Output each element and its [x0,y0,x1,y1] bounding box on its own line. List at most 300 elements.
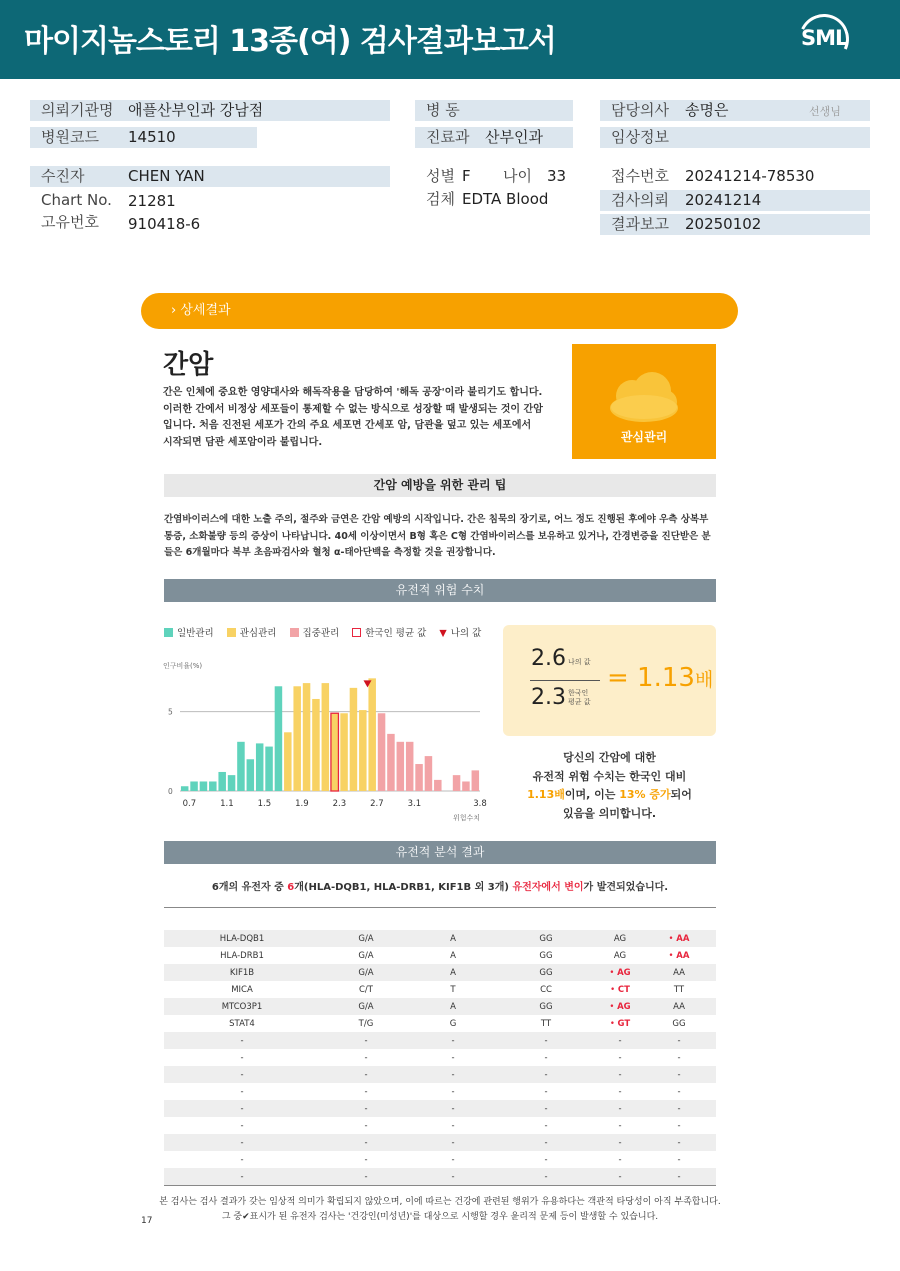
cell-text: TT [673,984,685,995]
dept-value: 산부인과 [485,128,543,146]
table-row [164,1151,716,1168]
report-value: 20250102 [685,215,762,233]
table-row [164,1117,716,1134]
cell-text: - [240,1086,244,1097]
histogram-bar [340,713,348,791]
ratio-unit: 배 [694,669,714,691]
dept-label: 진료과 [426,128,470,146]
specimen-value: EDTA Blood [462,190,549,208]
avg-value: 2.3 [531,685,566,710]
table-row [164,947,716,964]
cell-text: - [451,1137,455,1148]
uid-label: 고유번호 [41,213,99,231]
cell-g2 [598,1049,642,1066]
cell-geno [320,1015,412,1032]
cell-geno [320,1032,412,1049]
report-title: 마이지놈스토리 13종(여) 검사결과보고서 [24,24,556,59]
cell-g2 [598,930,642,947]
legend-swatch-normal [164,628,173,637]
cell-text: - [544,1086,548,1097]
footer-line-1: 본 검사는 검사 결과가 갖는 임상적 의미가 확립되지 않았으며, 이에 따르는 건강에 관련된 행위가 유용하다는 객관적 타당성이 아직 부족합니다. [159,1197,721,1207]
cell-text: - [677,1086,681,1097]
cell-text: AA [673,967,685,978]
cell-g3 [642,1083,716,1100]
table-row [164,1015,716,1032]
histogram-bar [397,742,405,791]
sml-logo [795,12,855,66]
cell-text: - [544,1171,548,1182]
uid-value: 910418-6 [128,215,201,233]
desc-line-3 [503,786,716,805]
cell-text: - [240,1069,244,1080]
x-axis-label: 위험수치 [452,814,480,822]
ratio-box [503,625,716,736]
cell-gene [164,1100,320,1117]
cell-text: - [677,1137,681,1148]
table-row [164,981,716,998]
desc-end: 되어 [670,788,692,801]
receipt-value: 20241214-78530 [685,167,815,185]
cell-text: - [364,1120,368,1131]
cell-text: - [240,1171,244,1182]
analysis-summary [164,878,716,893]
cell-text: - [451,1069,455,1080]
cell-text: - [544,1137,548,1148]
desc-increase: 13% 증가 [619,788,671,801]
cell-text: GT [617,1018,631,1029]
cell-text: - [240,1103,244,1114]
cell-g1 [494,1117,598,1134]
cell-risk [412,1066,494,1083]
disease-title: 간암 [163,350,214,380]
variant-dot-icon: • [609,967,618,978]
cell-gene [164,1015,320,1032]
cell-g3 [642,1066,716,1083]
request-value: 20241214 [685,191,762,209]
x-tick-label: 1.5 [257,799,272,809]
report-label: 결과보고 [611,215,669,233]
cell-text: GG [539,967,553,978]
cell-text: - [364,1052,368,1063]
page-number: 17 [141,1216,153,1226]
cell-text: CT [617,984,630,995]
cell-text: - [544,1035,548,1046]
cell-risk [412,998,494,1015]
patient-row [30,166,390,187]
cell-gene [164,998,320,1015]
cell-text: - [240,1035,244,1046]
cell-text: G [449,1018,457,1029]
cell-text: AG [613,933,627,944]
histogram-bar [312,699,320,791]
cell-g1 [494,930,598,947]
histogram-bar [425,756,433,791]
disease-intro: 간은 인체에 중요한 영양대사와 해독작용을 담당하여 '해독 공장'이라 불리기도 합니다. 이러한 간에서 비정상 세포들이 통제할 수 없는 방식으로 성장할 때 발생되는 것이 간암입니다. 처음 진전된 세포가 간의 주요 세포면 간세포 암, 담관을 덮고 있는 세포에서 시작되면 담관 세포암이라 불립니다. [163,387,543,448]
legend-normal [164,625,214,639]
my-value: 2.6 [531,646,566,671]
cell-text: AA [676,933,690,944]
cell-g3 [642,1168,716,1185]
cell-g3 [642,964,716,981]
cell-text: - [364,1086,368,1097]
cell-geno [320,964,412,981]
cell-text: - [364,1137,368,1148]
risk-histogram [160,650,500,825]
cell-gene [164,964,320,981]
legend-normal-label: 일반관리 [177,628,214,639]
cell-text: A [450,967,456,978]
cell-text: - [544,1103,548,1114]
cell-text: - [544,1069,548,1080]
y-axis-label: 인구비율(%) [163,662,203,670]
cell-text: - [451,1103,455,1114]
histogram-bar [331,713,339,791]
age-label: 나이 [503,167,532,185]
cell-gene [164,930,320,947]
cell-text: - [677,1171,681,1182]
cell-text: - [451,1154,455,1165]
histogram-bar [453,775,461,791]
cell-gene [164,1151,320,1168]
cell-g3 [642,1151,716,1168]
cell-g3 [642,947,716,964]
desc-line-2: 유전적 위험 수치는 한국인 대비 [532,769,687,783]
avg-label-1: 한국인 [568,689,589,697]
cell-text: - [451,1171,455,1182]
table-row [164,998,716,1015]
cell-text: - [618,1035,622,1046]
histogram-bar [200,781,208,791]
cell-g2 [598,1032,642,1049]
ratio-value [607,663,713,693]
histogram-bar [387,734,395,791]
cell-text: - [618,1154,622,1165]
detail-results-label: 상세결과 [180,303,231,318]
cell-text: - [677,1035,681,1046]
cell-text: HLA-DRB1 [220,950,264,961]
cell-risk [412,1151,494,1168]
table-row [164,1168,716,1185]
status-label: 관심관리 [620,430,668,444]
cell-g1 [494,1100,598,1117]
tips-title: 간암 예방을 위한 관리 팁 [164,474,716,497]
cell-text: - [677,1154,681,1165]
cell-text: - [240,1137,244,1148]
cell-risk [412,1168,494,1185]
cell-g2 [598,1168,642,1185]
summary-c: 개(HLA-DQB1, HLA-DRB1, KIF1B 외 3개) [294,882,513,893]
hospital-code-label: 병원코드 [41,128,99,146]
cell-g2 [598,981,642,998]
cell-g1 [494,1168,598,1185]
cell-geno [320,930,412,947]
detail-results-bar [141,293,738,329]
desc-line-1: 당신의 간암에 대한 [563,751,656,764]
summary-a: 6개의 유전자 중 [211,882,288,893]
legend-interest [227,625,277,639]
cell-g1 [494,1015,598,1032]
clinical-label: 임상정보 [611,128,669,146]
doctor-value: 송명은 [685,101,729,119]
histogram-bar [209,781,217,791]
cell-g2 [598,998,642,1015]
gene-table [164,930,716,1185]
cell-text: - [618,1171,622,1182]
cell-text: G/A [358,933,374,944]
cell-text: GG [539,1001,553,1012]
cell-gene [164,1066,320,1083]
cell-g3 [642,998,716,1015]
fraction-line [530,680,600,681]
cell-text: - [618,1086,622,1097]
receipt-label: 접수번호 [611,167,669,185]
cell-text: GG [539,950,553,961]
institution-value: 애플산부인과 강남점 [128,101,264,119]
cell-text: - [240,1120,244,1131]
cell-text: CC [540,984,552,995]
cell-text: - [677,1069,681,1080]
hospital-code-value: 14510 [128,128,176,146]
chart-value: 21281 [128,192,176,210]
x-tick-label: 0.7 [182,799,197,809]
cell-geno [320,947,412,964]
cell-text: GG [539,933,553,944]
cell-g1 [494,1049,598,1066]
cell-text: - [677,1120,681,1131]
histogram-bar [190,781,198,791]
histogram-bar [303,683,311,791]
request-label: 검사의뢰 [611,191,669,209]
cell-text: AG [617,1001,631,1012]
cell-text: - [364,1035,368,1046]
cell-text: AA [676,950,690,961]
histogram-bar [265,747,273,791]
histogram-bar [237,742,245,791]
table-row [164,930,716,947]
cell-geno [320,1066,412,1083]
table-top-rule [164,907,716,908]
cell-risk [412,1117,494,1134]
cell-g3 [642,1032,716,1049]
y-tick-label: 0 [168,787,173,796]
cell-text: HLA-DQB1 [219,933,265,944]
cell-g2 [598,1083,642,1100]
cloud-icon [572,358,716,438]
desc-line-4: 있음을 의미합니다. [562,806,656,820]
doctor-suffix: 선생님 [809,105,841,118]
legend-my-label: 나의 값 [450,628,482,639]
histogram-bar [359,710,367,791]
cell-text: - [618,1069,622,1080]
cell-gene [164,1134,320,1151]
cell-g2 [598,947,642,964]
cell-g1 [494,964,598,981]
cell-geno [320,1083,412,1100]
legend-avg [352,625,426,639]
table-row [164,1032,716,1049]
cell-risk [412,947,494,964]
cell-text: - [364,1069,368,1080]
variant-dot-icon: • [668,950,677,961]
institution-label: 의뢰기관명 [41,101,114,119]
desc-mid: 이며, 이는 [564,788,620,801]
legend-swatch-avg [352,628,361,637]
table-row [164,1134,716,1151]
legend-interest-label: 관심관리 [239,628,277,639]
table-row [164,964,716,981]
cell-text: - [240,1052,244,1063]
risk-description [503,749,716,823]
chart-label: Chart No. [41,191,112,209]
analysis-title: 유전적 분석 결과 [164,841,716,864]
histogram-bar [256,743,264,791]
cell-text: - [618,1137,622,1148]
specimen-label: 검체 [426,190,455,208]
cell-text: - [544,1154,548,1165]
cell-risk [412,1015,494,1032]
patient-label: 수진자 [41,167,85,185]
cell-text: G/A [358,950,374,961]
histogram-bar [368,678,376,791]
cell-g3 [642,1049,716,1066]
legend-intensive-label: 집중관리 [302,628,340,639]
cell-text: - [451,1035,455,1046]
cell-risk [412,981,494,998]
cell-risk [412,1032,494,1049]
patient-value: CHEN YAN [128,167,205,185]
cell-g3 [642,930,716,947]
legend-swatch-intensive [290,628,299,637]
cell-gene [164,1168,320,1185]
histogram-bar [462,781,470,791]
cell-geno [320,1049,412,1066]
cell-g2 [598,1100,642,1117]
histogram-bar [472,770,480,791]
cell-gene [164,1117,320,1134]
logo-text: SML [801,26,848,50]
cell-text: KIF1B [229,967,255,978]
cell-g3 [642,1134,716,1151]
histogram-bar [228,775,236,791]
x-tick-label: 2.3 [332,799,347,809]
cell-text: - [618,1052,622,1063]
table-row [164,1083,716,1100]
cell-text: MICA [231,984,253,995]
desc-ratio: 1.13배 [527,788,565,801]
cell-risk [412,964,494,981]
cell-text: A [450,950,456,961]
cell-g1 [494,1032,598,1049]
cell-text: STAT4 [229,1018,255,1029]
cell-gene [164,1032,320,1049]
cell-text: - [451,1120,455,1131]
cell-risk [412,1134,494,1151]
chart-legend [164,625,491,639]
table-row [164,1066,716,1083]
histogram-bar [322,683,330,791]
cell-gene [164,1049,320,1066]
cell-geno [320,1100,412,1117]
cell-geno [320,1168,412,1185]
cell-g2 [598,1066,642,1083]
table-bottom-rule [164,1185,716,1186]
cell-text: G/A [358,1001,374,1012]
cell-risk [412,1049,494,1066]
clinical-row [600,127,870,148]
my-value-label: 나의 값 [568,658,591,666]
cell-gene [164,981,320,998]
histogram-bar [378,713,386,791]
ward-row [415,100,573,121]
cell-text: AA [673,1001,685,1012]
y-tick-label: 5 [168,707,173,717]
histogram-bar [218,772,226,791]
cell-g3 [642,981,716,998]
sex-label: 성별 [426,167,455,185]
risk-title: 유전적 위험 수치 [164,579,716,602]
summary-e: 가 발견되었습니다. [583,882,669,893]
cell-geno [320,998,412,1015]
histogram-bar [181,786,189,791]
cell-text: AG [613,950,627,961]
cell-text: AG [617,967,631,978]
summary-count: 6 [287,882,295,893]
x-tick-label: 2.7 [370,799,384,809]
cell-g2 [598,964,642,981]
cell-risk [412,1083,494,1100]
cell-geno [320,1117,412,1134]
variant-dot-icon: • [609,1001,618,1012]
cell-g1 [494,1066,598,1083]
cell-g1 [494,1083,598,1100]
footer-note [150,1195,730,1225]
variant-dot-icon: • [610,984,618,995]
status-box [572,344,716,459]
sex-value: F [462,167,471,185]
cell-g1 [494,998,598,1015]
cell-risk [412,930,494,947]
cell-text: - [364,1103,368,1114]
cell-text: - [618,1120,622,1131]
ward-label: 병 동 [426,101,460,119]
histogram-bar [434,780,442,791]
cell-geno [320,1151,412,1168]
cell-text: A [450,1001,456,1012]
ratio-number: = 1.13 [607,663,695,693]
histogram-bar [293,686,301,791]
legend-my [439,625,481,639]
avg-label-2: 평균 값 [568,698,591,706]
cell-text: T/G [358,1018,374,1029]
tips-text: 간염바이러스에 대한 노출 주의, 절주와 금연은 간암 예방의 시작입니다. 간은 침묵의 장기로, 어느 정도 진행된 후에야 우측 상복부 통증, 소화불량 등의 증상이 나타납니다. 40세 이상이면서 B형 혹은 C형 간염바이러스를 보유하고 있거나, 간경변증을 진단받은 분들은 6개월마다 복부 초음파검사와 혈청 α-태아단백을 측정할 것을 권장합니다. [164,514,711,558]
histogram-bar [415,764,423,791]
cell-text: - [677,1103,681,1114]
cell-text: T [450,984,456,995]
histogram-bar [406,742,414,791]
legend-avg-label: 한국인 평균 값 [365,628,427,639]
cell-g3 [642,1015,716,1032]
cell-text: GG [672,1018,686,1029]
cell-gene [164,947,320,964]
cell-text: - [544,1120,548,1131]
cell-g1 [494,947,598,964]
variant-dot-icon: • [668,933,677,944]
x-tick-label: 3.1 [407,799,422,809]
cell-g2 [598,1015,642,1032]
cell-text: MTCO3P1 [221,1001,263,1012]
triangle-down-icon: ▼ [439,628,447,639]
x-tick-label: 1.1 [220,799,234,809]
